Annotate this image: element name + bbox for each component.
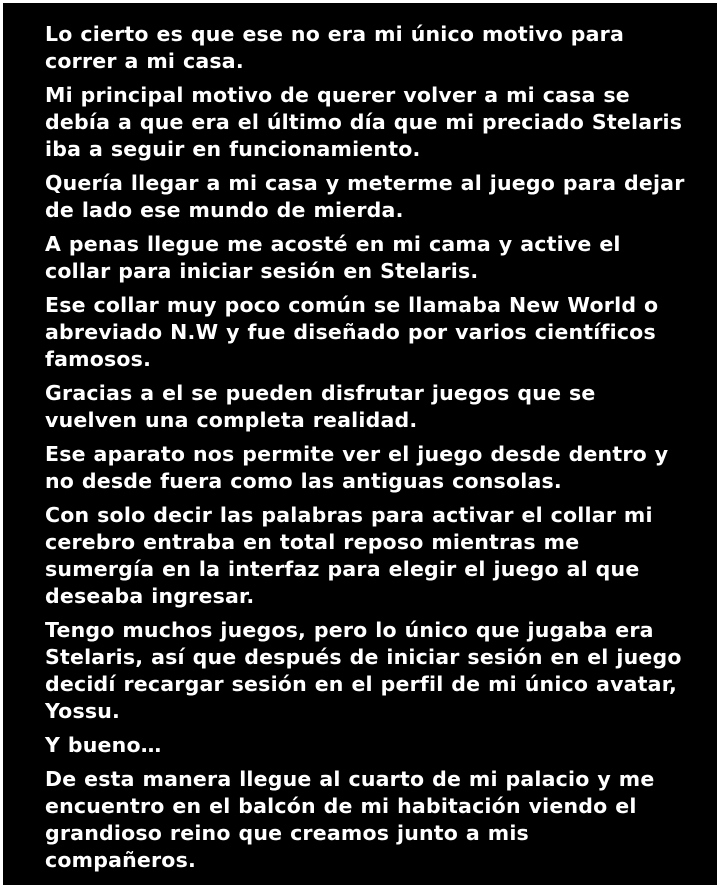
paragraph-8: Con solo decir las palabras para activar el collar mi cerebro entraba en total reposo mientras me sumergía en la interfaz para elegir el juego al que deseaba ingresar. xyxy=(45,503,653,608)
text-page xyxy=(3,3,717,885)
paragraph-6: Gracias a el se pueden disfrutar juegos que se vuelven una completa realidad. xyxy=(45,381,596,432)
paragraph-10: Y bueno… xyxy=(45,733,162,757)
paragraph-5: Ese collar muy poco común se llamaba New World o abreviado N.W y fue diseñado por varios científicos famosos. xyxy=(45,293,659,371)
paragraph-7: Ese aparato nos permite ver el juego desde dentro y no desde fuera como las antiguas consolas. xyxy=(45,442,669,493)
paragraph-9: Tengo muchos juegos, pero lo único que jugaba era Stelaris, así que después de iniciar sesión en el juego decidí recargar sesión en el perfil de mi único avatar, Yossu. xyxy=(45,618,682,723)
paragraph-3: Quería llegar a mi casa y meterme al juego para dejar de lado ese mundo de mierda. xyxy=(45,171,685,222)
paragraph-11: De esta manera llegue al cuarto de mi palacio y me encuentro en el balcón de mi habitación viendo el grandioso reino que creamos junto a mis compañeros. xyxy=(45,767,655,872)
paragraph-1: Lo cierto es que ese no era mi único motivo para correr a mi casa. xyxy=(45,22,625,73)
paragraph-4: A penas llegue me acosté en mi cama y active el collar para iniciar sesión en Stelaris. xyxy=(45,232,621,283)
paragraph-2: Mi principal motivo de querer volver a mi casa se debía a que era el último día que mi preciado Stelaris iba a seguir en funcionamiento. xyxy=(45,83,683,161)
